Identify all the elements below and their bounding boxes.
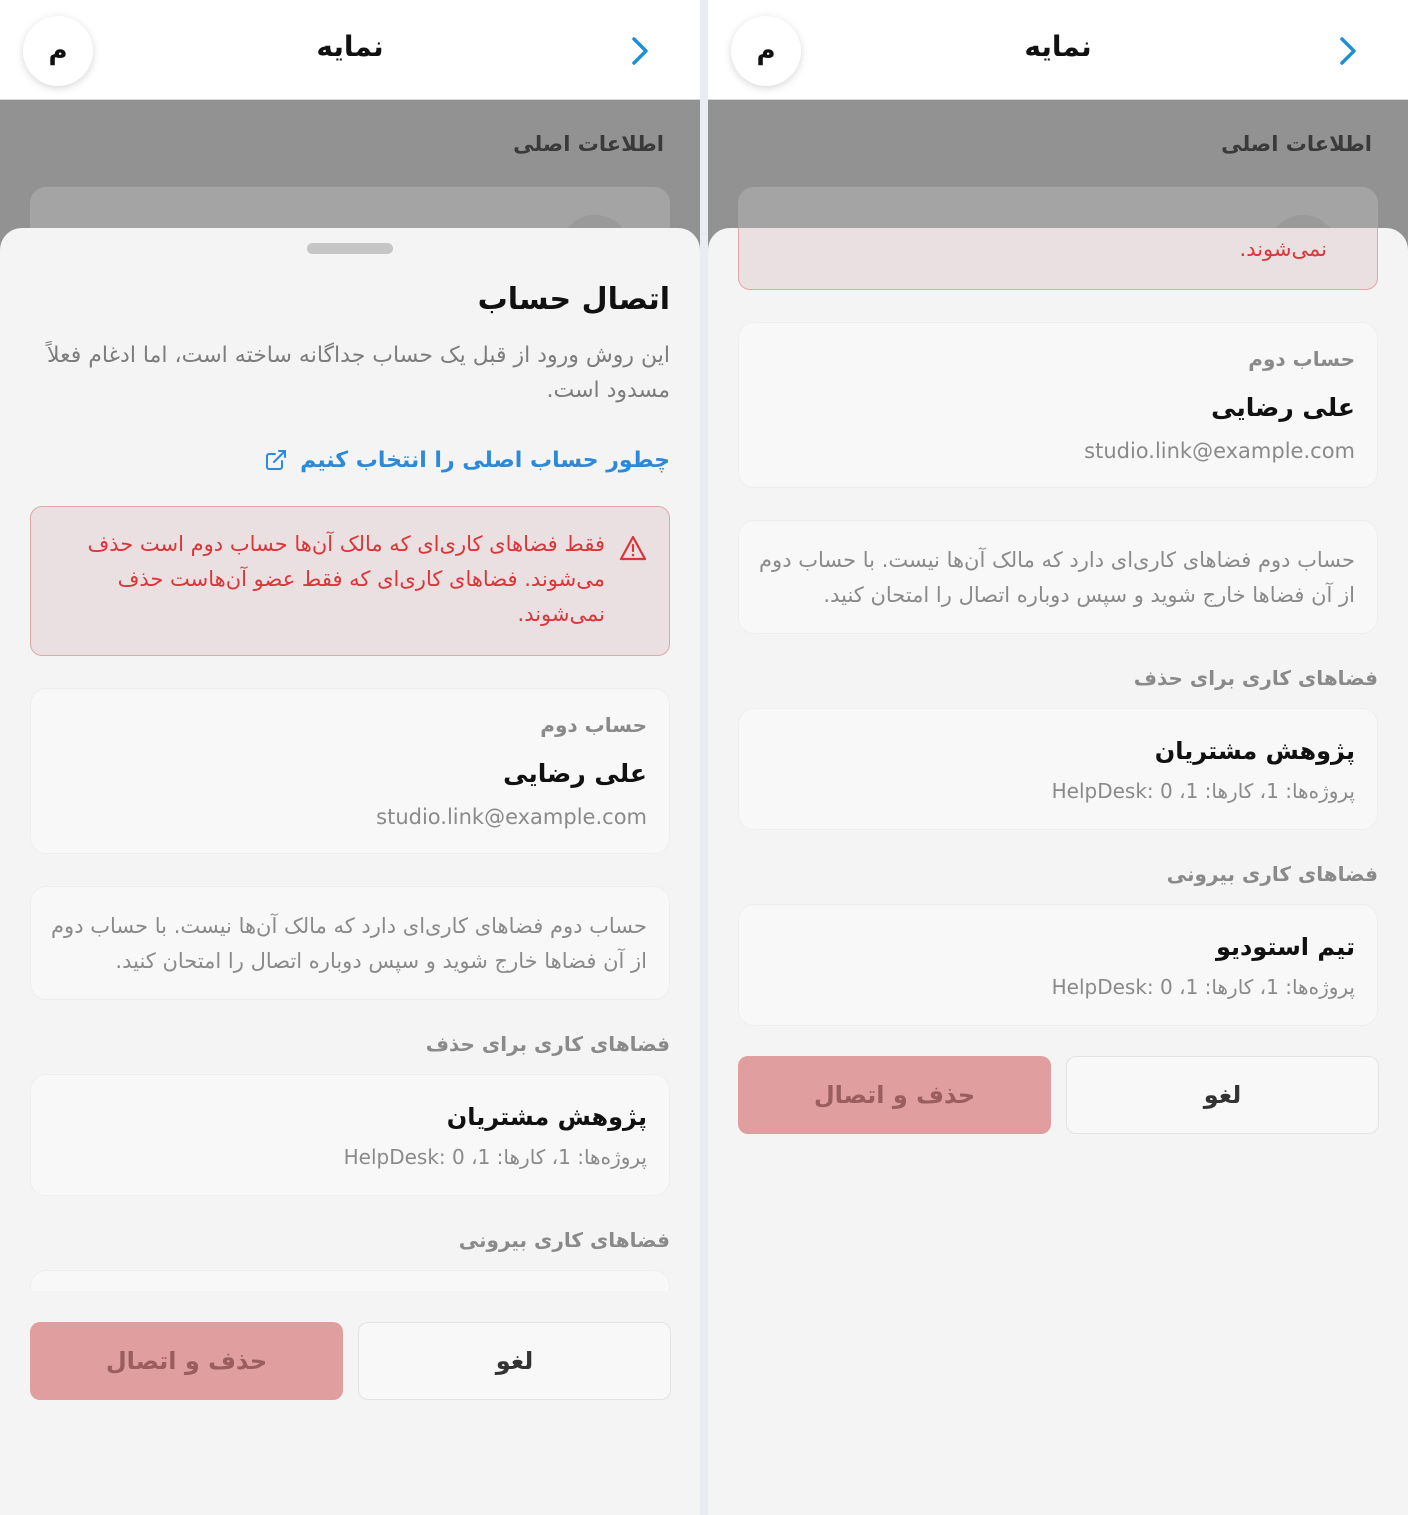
info-text: حساب دوم فضاهای کاری‌ای دارد که مالک آن‌ها نیست. با حساب دوم از آن فضاها خارج شوید و سپس دوباره اتصال را امتحان کنید.: [759, 548, 1355, 607]
cancel-button[interactable]: لغو: [358, 1322, 671, 1400]
page-title: نمایه: [1024, 30, 1092, 63]
workspace-meta: پروژه‌ها: 1، کارها: 1، HelpDesk: 0: [1051, 975, 1355, 999]
second-account-name: علی رضایی: [503, 759, 647, 788]
info-card: [30, 886, 670, 1000]
help-link[interactable]: [264, 444, 670, 476]
workspace-name: تیم استودیو: [1215, 933, 1355, 961]
second-account-label: حساب دوم: [540, 713, 647, 737]
workspace-card-external: [30, 1270, 670, 1291]
screen-left: [0, 0, 700, 1515]
second-account-name: علی رضایی: [1211, 393, 1355, 422]
avatar[interactable]: م: [731, 16, 801, 86]
second-account-email: studio.link@example.com: [1084, 439, 1355, 463]
second-account-card: [30, 688, 670, 854]
warning-text-tail: نمی‌شوند.: [1239, 237, 1327, 261]
workspace-card-delete: [30, 1074, 670, 1196]
workspace-card-external: [738, 904, 1378, 1026]
delete-workspaces-label: فضاهای کاری برای حذف: [425, 1032, 670, 1056]
external-link-icon: [264, 448, 288, 472]
delete-and-connect-button[interactable]: حذف و اتصال: [738, 1056, 1051, 1134]
bottom-sheet: [0, 228, 700, 1515]
section-label-main-info: اطلاعات اصلی: [513, 132, 664, 156]
external-workspaces-label: فضاهای کاری بیرونی: [1166, 862, 1378, 886]
workspace-name: پژوهش مشتریان: [1154, 737, 1355, 765]
workspace-name: پژوهش مشتریان: [446, 1103, 647, 1131]
delete-workspaces-label: فضاهای کاری برای حذف: [1133, 666, 1378, 690]
workspace-card-delete: [738, 708, 1378, 830]
chevron-right-icon[interactable]: [625, 35, 655, 67]
warning-alert: [30, 506, 670, 656]
page-title: نمایه: [316, 30, 384, 63]
warning-alert: [738, 228, 1378, 290]
second-account-label: حساب دوم: [1248, 347, 1355, 371]
warning-text: فقط فضاهای کاری‌ای که مالک آن‌ها حساب دوم است حذف می‌شوند. فضاهای کاری‌ای که فقط عضو آن‌هاست حذف نمی‌شوند.: [87, 532, 605, 626]
external-workspaces-label: فضاهای کاری بیرونی: [458, 1228, 670, 1252]
second-account-email: studio.link@example.com: [376, 805, 647, 829]
sheet-description: این روش ورود از قبل یک حساب جداگانه ساخته است، اما ادغام فعلاً مسدود است.: [46, 343, 670, 403]
workspace-meta: پروژه‌ها: 1، کارها: 1، HelpDesk: 0: [343, 1145, 647, 1169]
info-text: حساب دوم فضاهای کاری‌ای دارد که مالک آن‌ها نیست. با حساب دوم از آن فضاها خارج شوید و سپس دوباره اتصال را امتحان کنید.: [51, 914, 647, 973]
workspace-meta: پروژه‌ها: 1، کارها: 1، HelpDesk: 0: [1051, 779, 1355, 803]
bottom-sheet: [708, 228, 1408, 1515]
info-card: [738, 520, 1378, 634]
section-label-main-info: اطلاعات اصلی: [1221, 132, 1372, 156]
cancel-button[interactable]: لغو: [1066, 1056, 1379, 1134]
top-bar: [708, 0, 1408, 100]
delete-and-connect-button[interactable]: حذف و اتصال: [30, 1322, 343, 1400]
second-account-card: [738, 322, 1378, 488]
warning-icon: [619, 535, 647, 561]
avatar[interactable]: م: [23, 16, 93, 86]
sheet-scroll-area[interactable]: [0, 228, 700, 1291]
sheet-scroll-area[interactable]: [708, 228, 1408, 1515]
chevron-right-icon[interactable]: [1333, 35, 1363, 67]
screen-right: [708, 0, 1408, 1515]
sheet-title: اتصال حساب: [477, 282, 670, 317]
top-bar: [0, 0, 700, 100]
help-link-label: چطور حساب اصلی را انتخاب کنیم: [300, 447, 670, 473]
